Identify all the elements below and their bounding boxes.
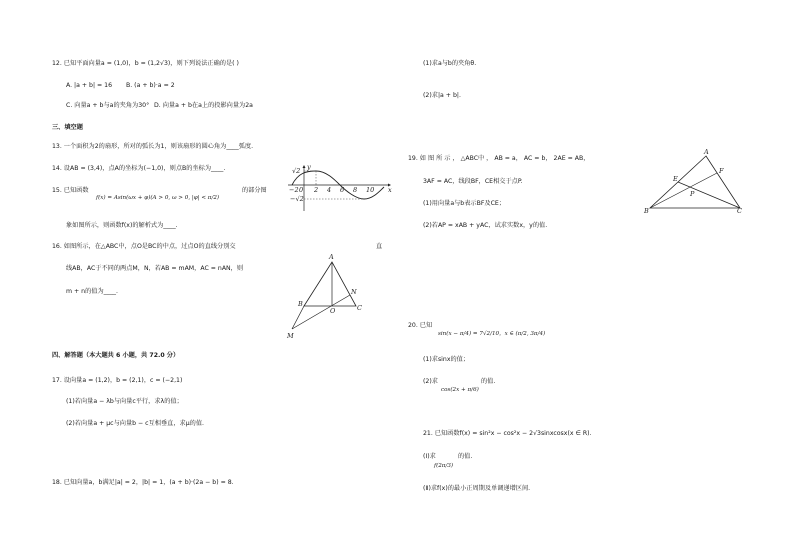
triangle-abc [304,262,356,306]
q17-stem: 17. 设向量a = (1,2)，b = (2,1)，c = (−2,1) [52,377,183,384]
ymax-label: √2 [292,167,301,175]
q19-part2: (2)若AP = xAB + yAC，试求实数x，y的值. [423,222,548,229]
q17-part2: (2)若向量a + μc与向量b − c互相垂直，求μ的值. [66,420,204,427]
q15-line2: 象如图所示，则函数f(x)的解析式为____. [66,222,178,229]
xtick-label: 2 [314,186,319,194]
y-label: y [307,163,311,171]
q12-stem: 12. 已知平面向量a = (1,0)，b = (1,2√3)，则下列说法正确的是( ) [52,60,239,67]
triangle-abc [650,156,740,208]
section-fill-in-heading: 三、填空题 [52,124,83,131]
segment-ce [678,182,740,208]
xtick-label: 0 [299,186,304,194]
q18-part2: (2)求|a + b|. [423,92,461,99]
y-axis-arrow [303,165,306,168]
xtick-label: 10 [366,186,375,194]
q14-text: 14. 设AB = (3,4)，点A的坐标为(−1,0)，则点B的坐标为____. [52,165,226,172]
label-b: B [644,207,649,215]
q19-line1: 19. 如 图 所 示 ， △ABC中 ， AB = a， AC = b， 2AE = AB， [408,155,590,162]
q21-part1-tail: 的值. [458,453,473,460]
q19-triangle-figure [640,148,750,216]
q21-part1-intro: (Ⅰ)求 [423,453,436,460]
q15-intro: 15. 已知函数 [52,187,89,194]
section-solutions-heading: 四、解答题（本大题共 6 小题，共 72.0 分） [52,352,180,359]
label-m: M [287,332,294,340]
q21-stem: 21. 已知函数f(x) = sin²x − cos²x − 2√3sinxcosx(x ∈ R). [423,430,592,437]
xtick-label: −2 [289,186,299,194]
q19-line2: 3AF = AC，线段BF，CE相交于点P. [423,178,523,185]
q19-part1: (1)用向量a与b表示BF及CE； [423,200,506,207]
q20-intro: 20. 已知 [408,322,433,329]
q20-formula: sin(x − π/4) = 7√2/10，x ∈ (π/2, 3π/4) [438,331,546,337]
label-a: A [704,148,709,156]
q12-option-c: C. 向量a + b与a的夹角为30° [66,102,150,109]
x-label: x [388,186,392,194]
label-f: F [719,167,724,175]
q16-triangle-figure [284,252,364,342]
q20-part2-tail: 的值. [481,378,496,385]
q18-part1: (1)求a与b的夹角θ. [423,60,477,67]
label-e: E [673,175,678,183]
q12-option-b: B. (a + b)·a = 2 [126,82,175,89]
label-c: C [357,304,362,312]
label-c: C [737,207,742,215]
q12-option-a: A. |a + b| = 16 [66,82,113,89]
label-n: N [351,288,357,296]
q20-part2-intro: (2)求 [423,378,438,385]
label-a: A [329,253,334,261]
q13-text: 13. 一个面积为2的扇形，所对的弧长为1，则该扇形的圆心角为____弧度. [52,143,254,150]
label-o: O [330,307,336,315]
q16-line1: 16. 如图所示，在△ABC中，点O是BC的中点，过点O的直线分别交 [52,243,236,250]
q16-line2: 线AB，AC于不同的两点M，N，若AB = mAM，AC = nAN，则 [66,265,244,272]
q18-stem: 18. 已知向量a，b满足|a| = 2，|b| = 1，(a + b)·(2a − b) = 8. [52,479,234,486]
q16-line1-tail: 直 [376,243,383,250]
q20-part2-formula: cos(2x + π/6) [441,387,479,393]
segment-bf [650,173,717,208]
q16-line3: m + n的值为____. [66,288,118,295]
q21-part1-formula: f(2π/3) [434,463,454,469]
ymin-label: −√2 [290,195,304,203]
xtick-label: 8 [353,186,358,194]
q21-part2: (Ⅱ)求f(x)的最小正周期及单调递增区间. [423,485,531,492]
xtick-label: 4 [327,186,332,194]
label-b: B [298,300,303,308]
q15-intro-tail: 的部分图 [242,187,267,194]
label-p: P [690,190,695,198]
q20-part1: (1)求sinx的值； [423,356,470,363]
q15-sine-graph [284,165,394,215]
q17-part1: (1)若向量a − λb与向量c平行，求λ的值； [66,398,183,405]
q15-formula: f(x) = Asin(ωx + φ)(A > 0, ω > 0, |φ| < π/2) [96,195,220,201]
q12-option-d: D. 向量a + b在a上的投影向量为2a [154,102,253,109]
xtick-label: 6 [340,186,345,194]
